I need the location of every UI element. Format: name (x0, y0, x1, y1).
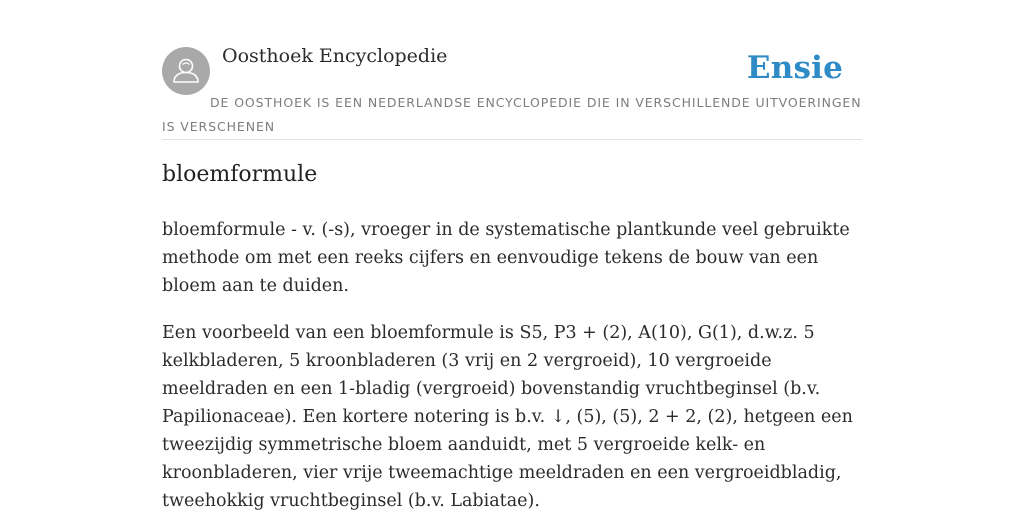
brand-logo[interactable]: Ensie (746, 50, 843, 86)
entry-body (162, 216, 862, 512)
header-divider (162, 139, 862, 140)
paragraph: Een voorbeeld van een bloemformule is S5, P3 + (2), A(10), G(1), d.w.z. 5 kelkbladeren, 5 kroonbladeren (3 vrij en 2 vergroeid), 10 vergroeide meeldraden en een 1-bladig (vergroeid) bovenstandig vruchtbeginsel (b.v. Papilionaceae). Een kortere notering is b.v. ↓, (5), (5), 2 + 2, (2), hetgeen een tweezijdig symmetrische bloem aanduidt, met 5 vergroeide kelk- en kroonbladeren, vier vrije tweemachtige meeldraden en een vergroeidbladig, tweehokkig vruchtbeginsel (b.v. Labiatae). (162, 323, 853, 511)
user-icon (162, 47, 210, 95)
tagline: DE OOSTHOEK IS EEN NEDERLANDSE ENCYCLOPEDIE DIE IN VERSCHILLENDE UITVOERINGEN IS VERSCHENEN (162, 95, 862, 134)
paragraph: bloemformule - v. (-s), vroeger in de systematische plantkunde veel gebruikte methode om met een reeks cijfers en eenvoudige tekens de bouw van een bloem aan te duiden. (162, 220, 850, 296)
entry-title: bloemformule (162, 162, 318, 187)
site-title[interactable]: Oosthoek Encyclopedie (222, 45, 448, 67)
avatar[interactable] (162, 47, 210, 95)
